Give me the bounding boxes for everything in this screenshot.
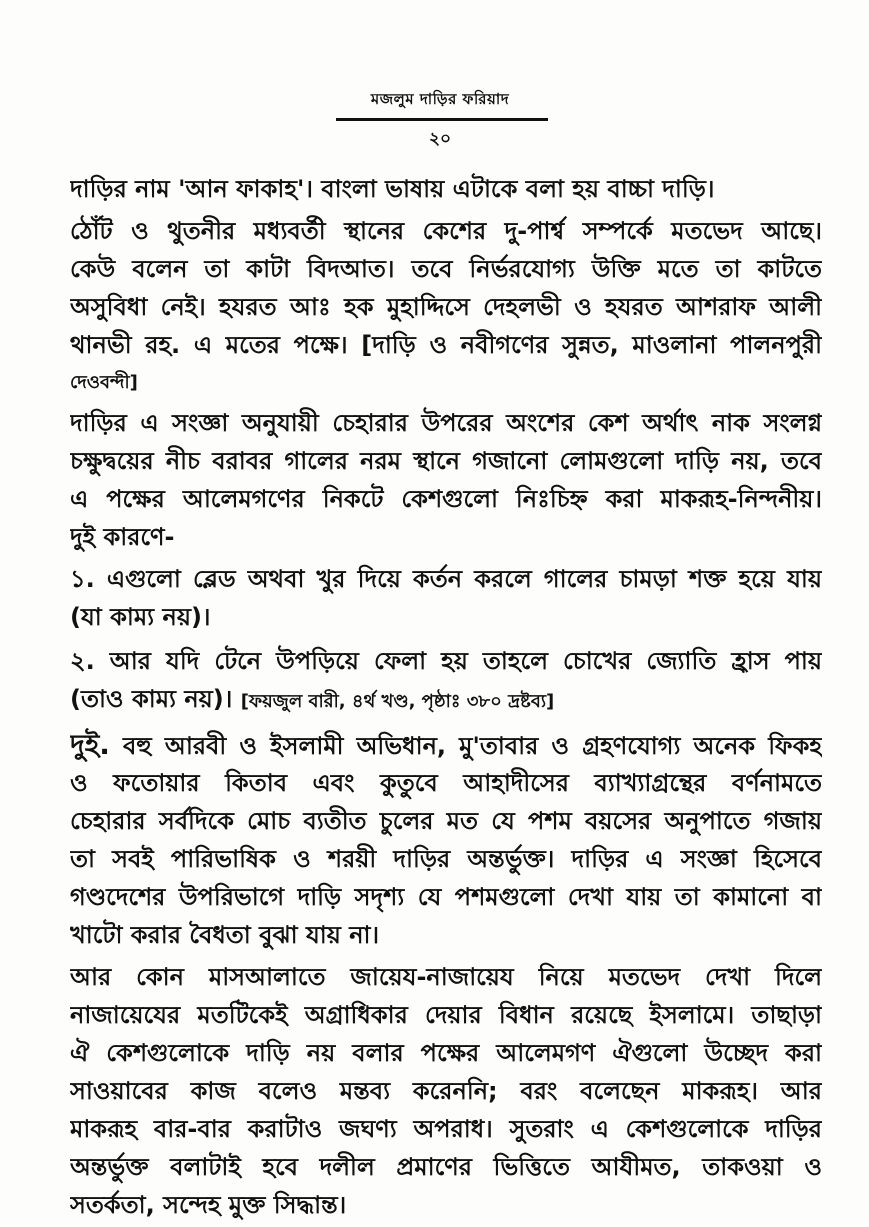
text-line: দেওবন্দী]: [70, 372, 138, 393]
paragraph-5: [70, 642, 822, 718]
paragraph-7: [70, 958, 822, 1224]
text-line: কেউ বলেন তা কাটা বিদআত। তবে নির্ভরযোগ্য উক্তি মতে তা কাটতে: [70, 255, 822, 283]
text-line: দাড়ির নাম 'আন ফাকাহ'। বাংলা ভাষায় এটাকে বলা হয় বাচ্চা দাড়ি।: [70, 175, 715, 203]
text-line: আর কোন মাসআলাতে জায়েয-নাজায়েয নিয়ে মতভেদ দেখা দিলে: [70, 963, 822, 991]
text-line-body: বহু আরবী ও ইসলামী অভিধান, মু'তাবার ও গ্রহণযোগ্য অনেক ফিকহ: [123, 732, 822, 760]
text-line: সাওয়াবের কাজ বলেও মন্তব্য করেননি; বরং বলেছেন মাকরূহ। আর: [70, 1077, 822, 1105]
text-line: চক্ষুদ্বয়ের নীচ বরাবর গালের নরম স্থানে গজানো লোমগুলো দাড়ি নয়, তবে: [70, 447, 822, 475]
text-line: দুই কারণে-: [70, 523, 175, 551]
text-line: অসুবিধা নেই। হযরত আঃ হক মুহাদ্দিসে দেহলভী ও হযরত আশরাফ আলী: [70, 293, 822, 321]
text-line: এ পক্ষের আলেমগণের নিকটে কেশগুলো নিঃচিহ্ন করা মাকরূহ-নিন্দনীয়।: [70, 485, 822, 513]
header-rule: [336, 118, 548, 121]
text-line: নাজায়েযের মতটিকেই অগ্রাধিকার দেয়ার বিধান রয়েছে ইসলামে। তাছাড়া: [70, 1001, 822, 1029]
text-line: থানভী রহ. এ মতের পক্ষে। [দাড়ি ও নবীগণের সুন্নত, মাওলানা পালনপুরী: [70, 331, 822, 359]
paragraph-4: [70, 560, 822, 636]
text-line: ঐ কেশগুলোকে দাড়ি নয় বলার পক্ষের আলেমগণ ঐগুলো উচ্ছেদ করা: [70, 1039, 822, 1067]
citation: [ফয়জুল বারী, ৪র্থ খণ্ড, পৃষ্ঠাঃ ৩৮০ দ্রষ্টব্য]: [240, 691, 555, 712]
text-line: গণ্ডদেশের উপরিভাগে দাড়ি সদৃশ্য যে পশমগুলো দেখা যায় তা কামানো বা: [70, 883, 822, 911]
text-line: তা সবই পারিভাষিক ও শরয়ী দাড়ির অন্তর্ভুক্ত। দাড়ির এ সংজ্ঞা হিসেবে: [70, 845, 822, 873]
text-line: অন্তর্ভুক্ত বলাটাই হবে দলীল প্রমাণের ভিত্তিতে আযীমত, তাকওয়া ও: [70, 1153, 822, 1181]
text-line: মাকরূহ বার-বার করাটাও জঘণ্য অপরাধ। সুতরাং এ কেশগুলোকে দাড়ির: [70, 1115, 822, 1143]
text-line: ২. আর যদি টেনে উপড়িয়ে ফেলা হয় তাহলে চোখের জ্যোতি হ্রাস পায়: [70, 647, 822, 675]
paragraph-2: [70, 212, 822, 402]
text-line: দাড়ির এ সংজ্ঞা অনুযায়ী চেহারার উপরের অংশের কেশ অর্থাৎ নাক সংলগ্ন: [70, 409, 822, 437]
text-line: ১. এগুলো ব্লেড অথবা খুর দিয়ে কর্তন করলে গালের চামড়া শক্ত হয়ে যায়: [70, 565, 822, 593]
text-line: সতর্কতা, সন্দেহ মুক্ত সিদ্ধান্ত।: [70, 1191, 347, 1219]
section-lead: দুই.: [70, 728, 110, 761]
text-line: ও ফতোয়ার কিতাব এবং কুতুবে আহাদীসের ব্যাখ্যাগ্রন্থের বর্ণনামতে: [70, 769, 822, 797]
running-title: মজলুম দাড়ির ফরিয়াদ: [370, 90, 510, 108]
paragraph-1: [70, 170, 822, 208]
text-line: (যা কাম্য নয়)।: [70, 603, 211, 631]
text-line: চেহারার সর্বদিকে মোচ ব্যতীত চুলের মত যে পশম বয়সের অনুপাতে গজায়: [70, 807, 822, 835]
text-line: [70, 726, 822, 764]
text-line: খাটো করার বৈধতা বুঝা যায় না।: [70, 921, 380, 949]
paragraph-6: [70, 726, 822, 954]
page-number: ২০: [428, 129, 452, 149]
text-line: [70, 680, 822, 718]
paragraph-3: [70, 404, 822, 556]
text-line-body: (তাও কাম্য নয়)।: [70, 685, 233, 713]
text-line: ঠোঁট ও থুতনীর মধ্যবর্তী স্থানের কেশের দু-পার্শ্ব সম্পর্কে মতভেদ আছে।: [70, 217, 822, 245]
